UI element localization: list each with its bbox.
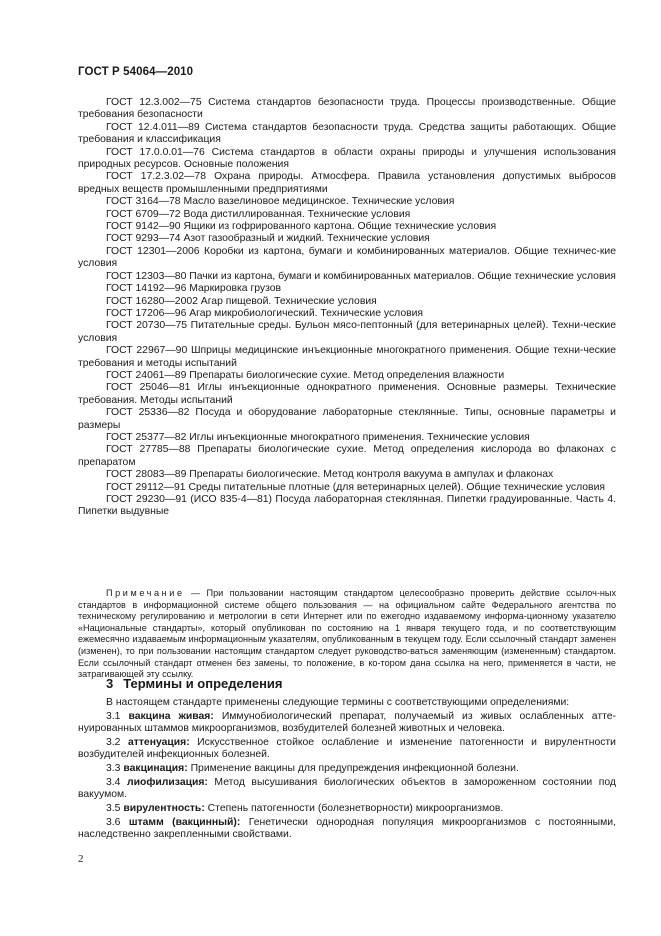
term-name: аттенуация: — [127, 737, 190, 748]
document-header: ГОСТ Р 54064—2010 — [78, 66, 194, 78]
reference-item: ГОСТ 16280—2002 Агар пищевой. Технические условия — [106, 295, 377, 307]
reference-item: ГОСТ 17.0.0.01—76 Система стандартов в области охраны природы и улучшения использования природных ресурсов. Основные положения — [78, 146, 616, 171]
term-number: 3.2 — [106, 737, 121, 748]
reference-item: ГОСТ 6709—72 Вода дистиллированная. Технические условия — [106, 208, 411, 220]
term-definition: Иммунобиологический препарат, получаемый из живых ослабленных атте-нуированных штаммов микроорганизмов, возбудителей болезней животных и человека. — [78, 710, 616, 735]
reference-item: ГОСТ 17.2.3.02—78 Охрана природы. Атмосфера. Правила установления допустимых выбросов вредных веществ промышленными предприятиями — [78, 171, 616, 195]
reference-item: ГОСТ 24061—89 Препараты биологические сухие. Метод определения влажности — [106, 369, 505, 381]
term-entry — [78, 777, 616, 802]
section-title: Термины и определения — [123, 676, 283, 691]
reference-item: ГОСТ 12303—80 Пачки из картона, бумаги и комбинированных материалов. Общие технические условия — [106, 270, 616, 282]
reference-item: ГОСТ 25377—82 Иглы инъекционные многократного применения. Технические условия — [106, 431, 530, 443]
term-name: вирулентность: — [123, 803, 205, 815]
section-heading — [106, 676, 283, 691]
term-number: 3.3 — [106, 763, 121, 775]
term-entry — [78, 711, 616, 736]
reference-item: ГОСТ 3164—78 Масло вазелиновое медицинское. Технические условия — [106, 196, 455, 208]
reference-item: ГОСТ 20730—75 Питательные среды. Бульон мясо-пептонный (для ветеринарных целей). Техни-ческие условия — [78, 320, 616, 344]
reference-item: ГОСТ 29230—91 (ИСО 835-4—81) Посуда лабораторная стеклянная. Пипетки градуированные. Часть 4. Пипетки выдувные — [78, 494, 616, 518]
term-name: вакцина живая: — [128, 710, 214, 722]
reference-item: ГОСТ 28083—89 Препараты биологические. Метод контроля вакуума в ампулах и флаконах — [106, 469, 554, 481]
section-number: 3 — [106, 676, 114, 691]
note-paragraph — [78, 588, 616, 681]
term-entry — [78, 763, 616, 775]
term-definition: Метод высушивания биологических объектов в замороженном состоянии под вакуумом. — [78, 777, 616, 801]
terms-list — [78, 697, 616, 843]
reference-item: ГОСТ 25046—81 Иглы инъекционные однократного применения. Основные размеры. Технические требования. Методы испытаний — [78, 382, 616, 406]
term-name: лиофилизация: — [126, 777, 208, 788]
term-entry — [78, 737, 616, 762]
page-number: 2 — [78, 853, 84, 865]
reference-item: ГОСТ 14192—96 Маркировка грузов — [106, 283, 282, 295]
reference-item: ГОСТ 12301—2006 Коробки из картона, бумаги и комбинированных материалов. Общие техничес-кие условия — [78, 245, 616, 270]
reference-item: ГОСТ 25336—82 Посуда и оборудование лабораторные стеклянные. Типы, основные параметры и размеры — [78, 407, 616, 431]
term-number: 3.6 — [106, 817, 121, 828]
term-definition: Искусственное стойкое ослабление и изменение патогенности и вирулентности возбудителей инфекционных болезней. — [78, 737, 616, 761]
reference-item: ГОСТ 9142—90 Ящики из гофрированного картона. Общие технические условия — [106, 221, 497, 233]
normative-references-list — [78, 97, 616, 519]
term-entry — [78, 817, 616, 842]
term-definition: Степень патогенности (болезнетворности) микроорганизмов. — [204, 803, 504, 815]
section-intro: В настоящем стандарте применены следующие термины с соответствующими определениями: — [106, 697, 570, 708]
note-text: — При пользовании настоящим стандартом целесообразно проверить действие ссылоч-ных стандартов в информационной системе общего пользования — на официальном сайте Федерального агентства по техническому регулированию и метрологии в сети Интернет или по ежегодно издаваемому информа-ционному указателю «Национальные стандарты», который опубликован по состоянию на 1 января текущего года, и по соответствующим ежемесячно издаваемым информационным указателям, опубликованным в текущем году. Если ссылочный стандарт заменен (изменен), то при пользовании настоящим стандартом следует руководство-ваться заменяющим (измененным) стандартом. Если ссылочный стандарт отменен без замены, то положение, в ко-тором дана ссылка на него, применяется в части, не затрагивающей эту ссылку. — [78, 588, 616, 680]
reference-item: ГОСТ 27785—88 Препараты биологические сухие. Метод определения кислорода во флаконах с препаратом — [78, 444, 616, 468]
term-definition: Генетически однородная популяция микроорганизмов с постоянными, наследственно закрепленными свойствами. — [78, 817, 616, 841]
term-number: 3.4 — [106, 777, 121, 788]
note-label: Примечание — [106, 588, 185, 598]
reference-item: ГОСТ 22967—90 Шприцы медицинские инъекционные многократного применения. Общие техни-ческие требования и методы испытаний — [78, 345, 616, 369]
reference-item: ГОСТ 29112—91 Среды питательные плотные (для ветеринарных целей). Общие технические условия — [106, 481, 606, 493]
term-definition: Применение вакцины для предупреждения инфекционной болезни. — [187, 763, 519, 775]
reference-item: ГОСТ 17206—96 Агар микробиологический. Технические условия — [106, 307, 424, 319]
term-name: штамм (вакцинный): — [128, 817, 241, 828]
reference-item: ГОСТ 12.3.002—75 Система стандартов безопасности труда. Процессы производственные. Общие требования безопасности — [78, 97, 616, 121]
term-entry — [78, 803, 616, 815]
term-number: 3.1 — [106, 710, 121, 722]
reference-item: ГОСТ 9293—74 Азот газообразный и жидкий. Технические условия — [106, 233, 430, 245]
term-name: вакцинация: — [123, 763, 188, 775]
reference-item: ГОСТ 12.4.011—89 Система стандартов безопасности труда. Средства защиты работающих. Общие требования и классификация — [78, 121, 616, 146]
term-number: 3.5 — [106, 803, 121, 815]
